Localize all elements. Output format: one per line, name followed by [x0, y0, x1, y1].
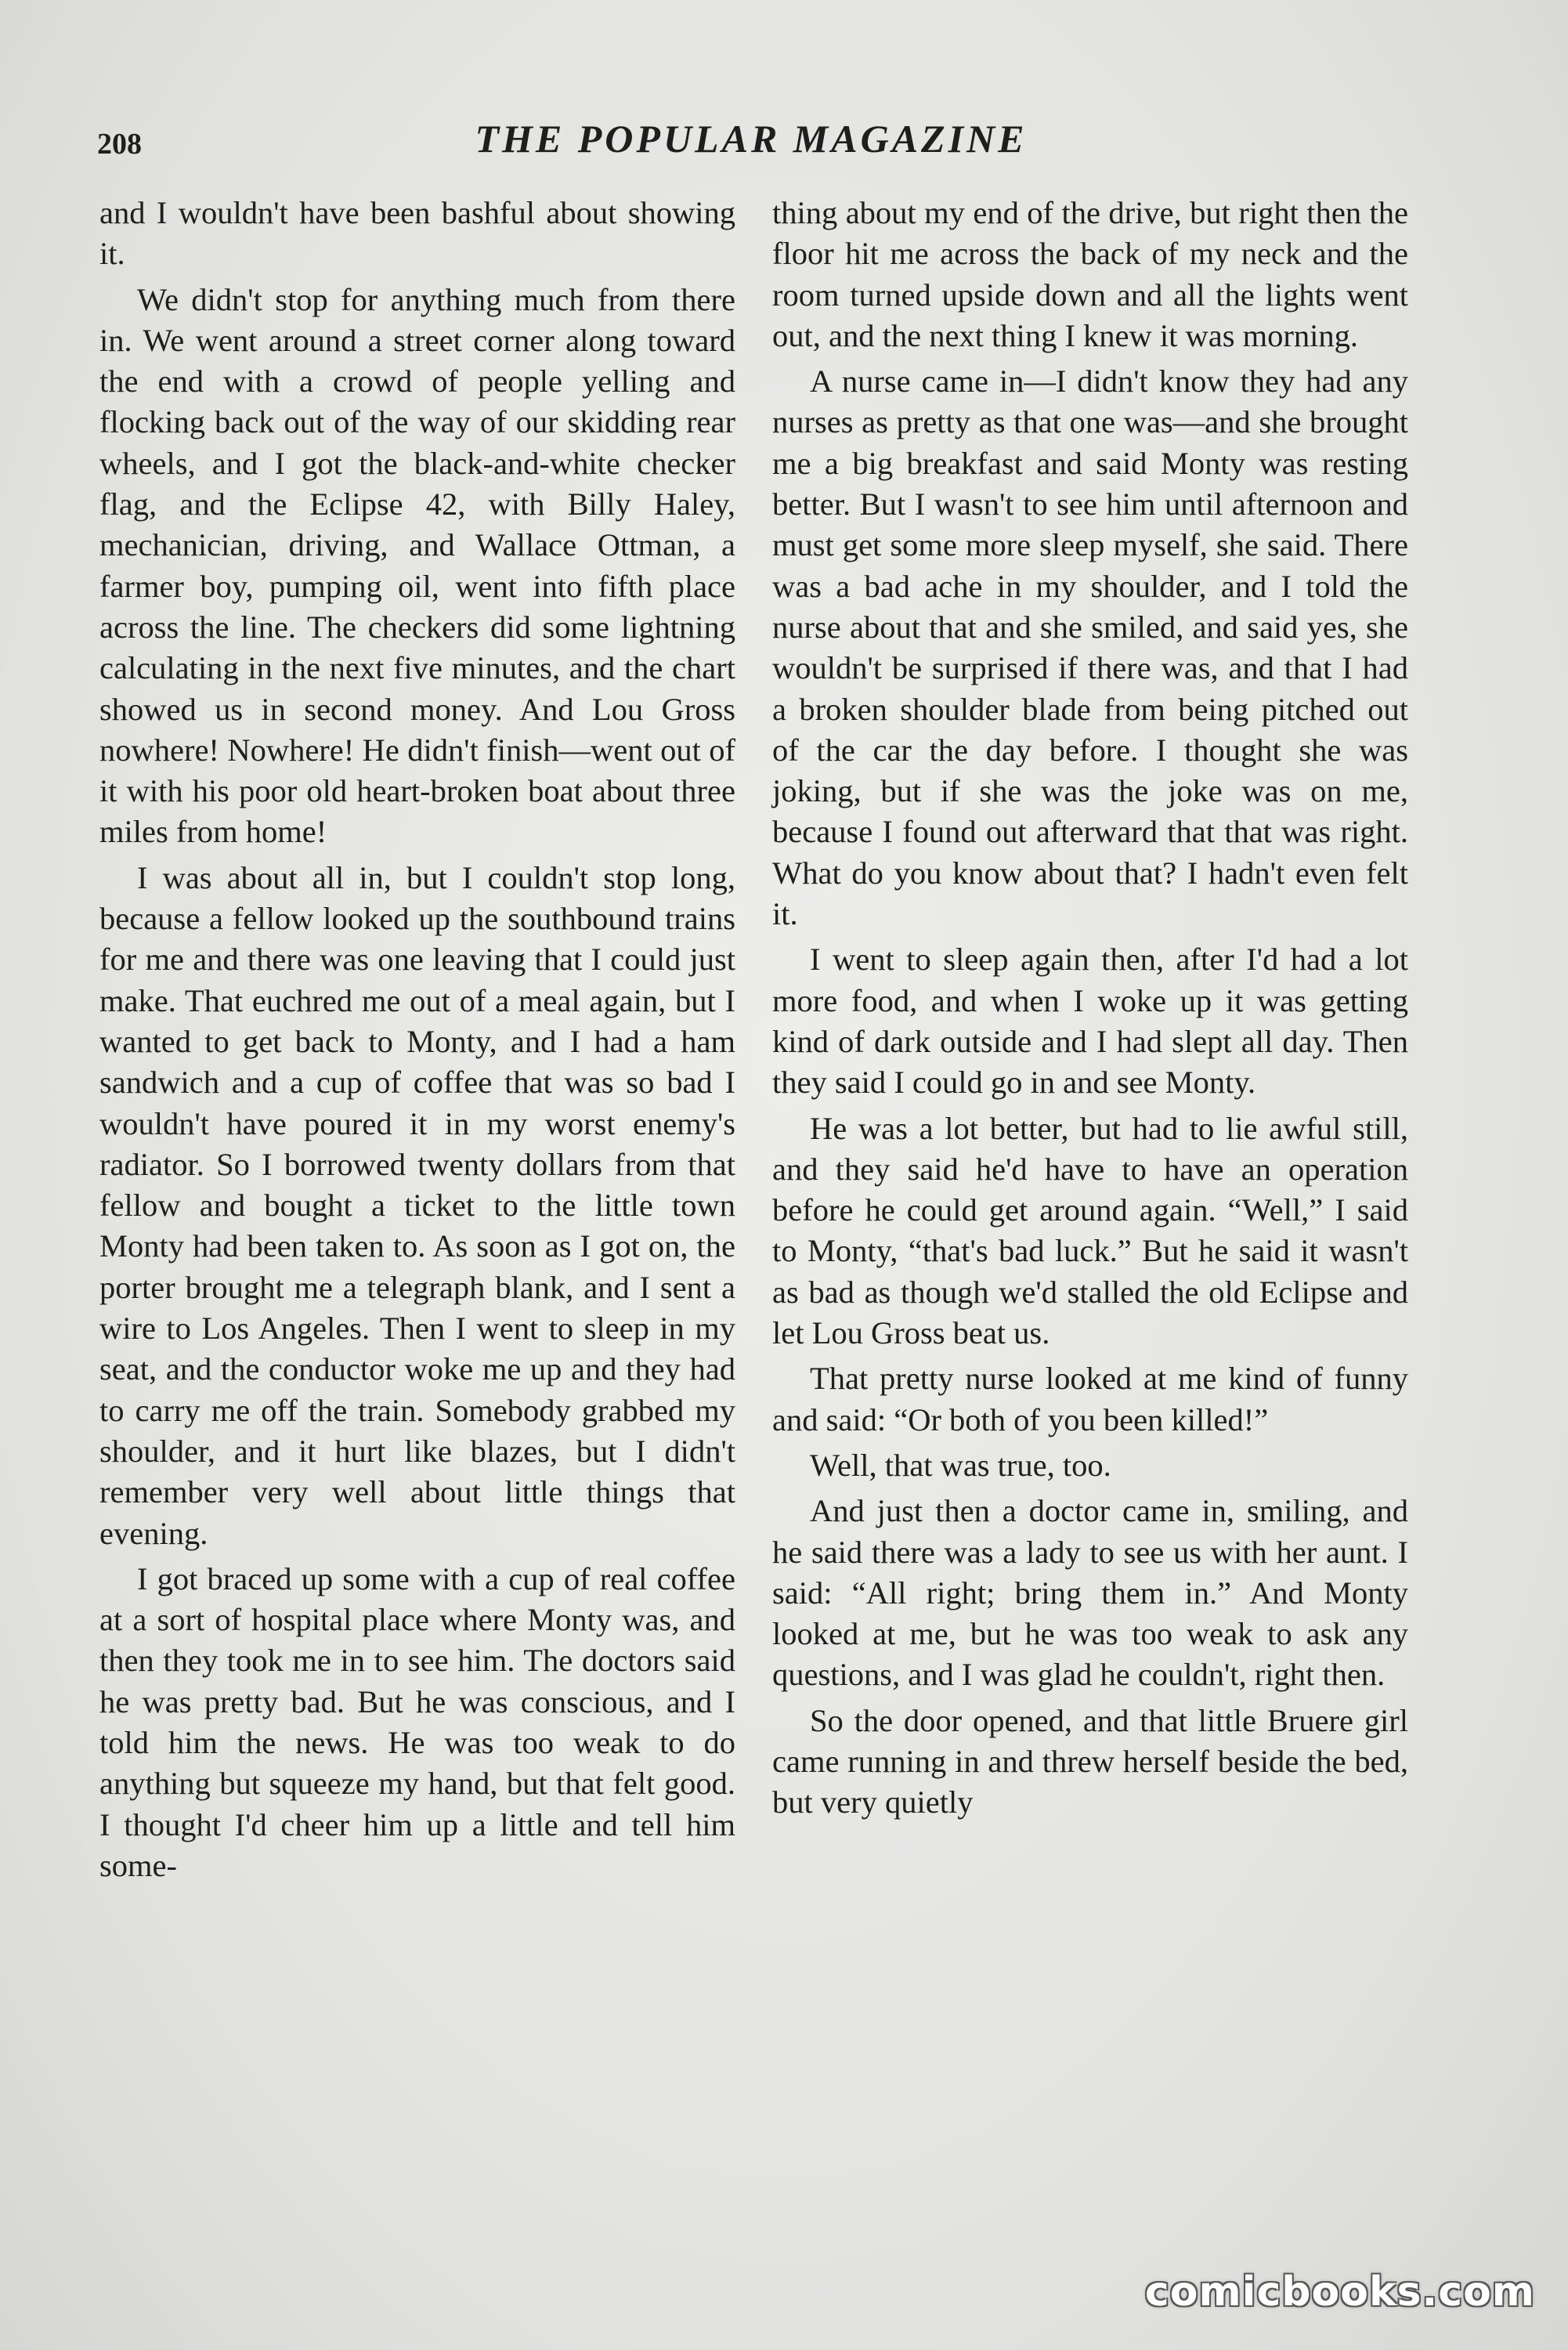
- paragraph: I got braced up some with a cup of real coffee at a sort of hospital place where Monty was, and then they took me in to see him. The doctors said he was pretty bad. But he was conscious, and I told him the news. He was too weak to do anything but squeeze my hand, but that felt good. I thought I'd cheer him up a little and tell him some-: [99, 1560, 735, 1883]
- paragraph: He was a lot better, but had to lie awful still, and they said he'd have to have an operation before he could get around again. “Well,” I said to Monty, “that's bad luck.” But he said it wasn't as bad as though we'd stalled the old Eclipse and let Lou Gross beat us.: [772, 1110, 1408, 1351]
- paragraph: and I wouldn't have been bashful about showing it.: [99, 195, 735, 272]
- paragraph: I went to sleep again then, after I'd had a lot more food, and when I woke up it was getting kind of dark outside and I had slept all day. Then they said I could go in and see Monty.: [772, 942, 1408, 1101]
- page-header: [97, 116, 1405, 171]
- right-column: [772, 193, 1408, 1828]
- paragraph: Well, that was true, too.: [810, 1447, 1111, 1483]
- paragraph: I was about all in, but I couldn't stop long, because a fellow looked up the southbound trains for me and there was one leaving that I could just make. That euchred me out of a meal again, but I wanted to get back to Monty, and I had a ham sandwich and a cup of coffee that was so bad I wouldn't have poured it in my worst enemy's radiator. So I borrowed twenty dollars from that fellow and bought a ticket to the little town Monty had been taken to. As soon as I got on, the porter brought me a telegraph blank, and I sent a wire to Los Angeles. Then I went to sleep in my seat, and the conductor woke me up and they had to carry me off the train. Somebody grabbed my shoulder, and it hurt like blazes, but I didn't remember very well about little things that evening.: [99, 859, 735, 1551]
- paragraph: That pretty nurse looked at me kind of funny and said: “Or both of you been killed!”: [772, 1361, 1408, 1437]
- running-title: THE POPULAR MAGAZINE: [475, 117, 1028, 161]
- paragraph: A nurse came in—I didn't know they had any nurses as pretty as that one was—and she brought me a big breakfast and said Monty was resting better. But I wasn't to see him until afternoon and must get some more sleep myself, she said. There was a bad ache in my shoulder, and I told the nurse about that and she smiled, and said yes, she wouldn't be surprised if there was, and that I had a broken shoulder blade from being pitched out of the car the day before. I thought she was joking, but if she was the joke was on me, because I found out afterward that that was right. What do you know about that? I hadn't even felt it.: [772, 363, 1408, 932]
- paragraph: We didn't stop for anything much from there in. We went around a street corner along toward the end with a crowd of people yelling and flocking back out of the way of our skidding rear wheels, and I got the black-and-white checker flag, and the Eclipse 42, with Billy Haley, mechanician, driving, and Wallace Ottman, a farmer boy, pumping oil, went into fifth place across the line. The checkers did some lightning calculating in the next five minutes, and the chart showed us in second money. And Lou Gross nowhere! Nowhere! He didn't finish—went out of it with his poor old heart-broken boat about three miles from home!: [99, 281, 735, 850]
- paragraph: So the door opened, and that little Bruere girl came running in and threw herself beside the bed, but very quietly: [772, 1702, 1408, 1820]
- watermark-logo: comicbooks.com: [1144, 2269, 1535, 2316]
- page-number: 208: [97, 128, 142, 161]
- left-column: [99, 193, 735, 1891]
- paragraph: And just then a doctor came in, smiling, and he said there was a lady to see us with her aunt. I said: “All right; bring them in.” And Monty looked at me, but he was too weak to ask any questions, and I was glad he couldn't, right then.: [772, 1493, 1408, 1693]
- paragraph: thing about my end of the drive, but right then the floor hit me across the back of my neck and the room turned upside down and all the lights went out, and the next thing I knew it was morning.: [772, 195, 1408, 353]
